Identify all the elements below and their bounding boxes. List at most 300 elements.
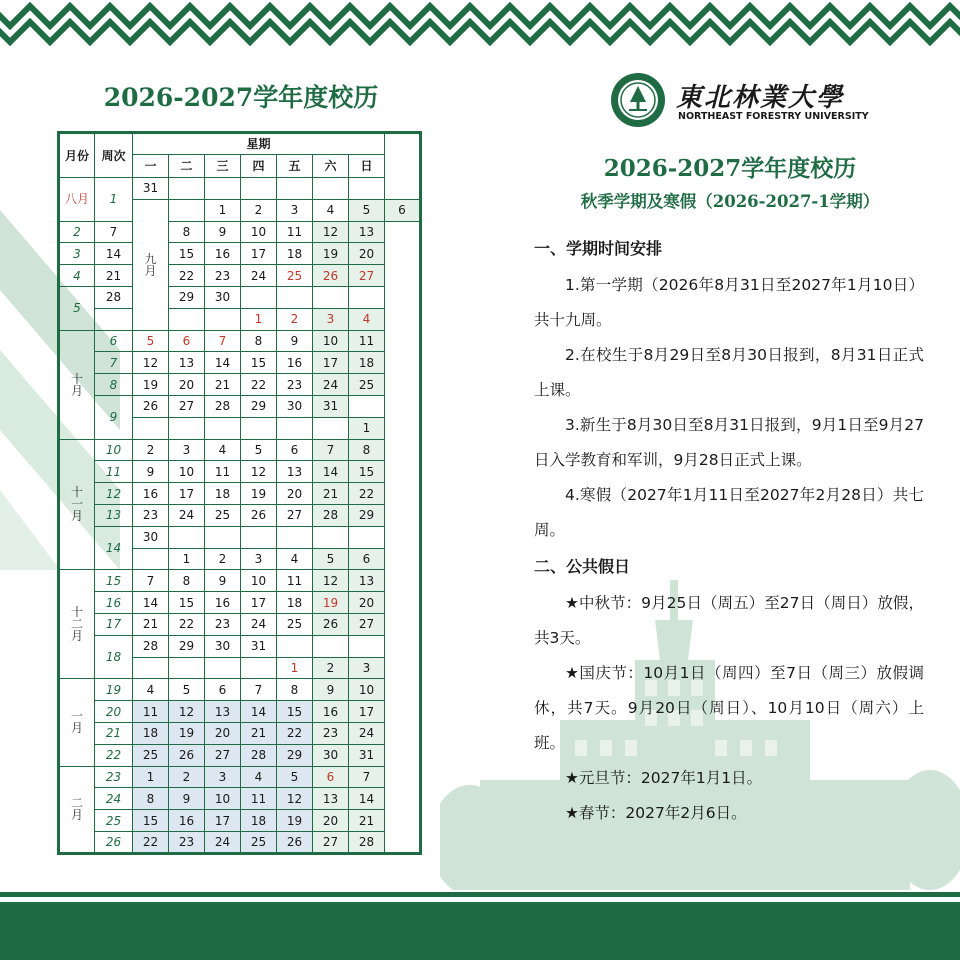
day-cell (277, 635, 313, 657)
day-cell: 14 (205, 352, 241, 374)
day-cell: 24 (349, 722, 385, 744)
day-cell: 6 (385, 199, 421, 221)
day-cell: 8 (133, 788, 169, 810)
day-cell: 7 (133, 570, 169, 592)
day-cell (277, 526, 313, 548)
day-cell: 29 (169, 635, 205, 657)
day-cell: 18 (277, 243, 313, 265)
day-cell (313, 417, 349, 439)
day-cell: 21 (133, 613, 169, 635)
schedule-item: 1.第一学期（2026年8月31日至2027年1月10日）共十九周。 (534, 276, 924, 329)
day-cell: 7 (349, 766, 385, 788)
day-cell: 17 (349, 701, 385, 723)
month-header: 月份 (59, 133, 95, 178)
calendar-row (59, 744, 421, 766)
holiday-item: ★春节：2027年2月6日。 (565, 804, 747, 822)
section-heading-schedule: 一、学期时间安排 (534, 239, 663, 258)
week-number: 15 (95, 570, 133, 592)
day-cell: 30 (133, 526, 169, 548)
day-cell: 16 (205, 243, 241, 265)
day-cell: 13 (349, 570, 385, 592)
weekday-label: 三 (205, 155, 241, 178)
day-cell: 14 (95, 243, 133, 265)
day-cell: 3 (277, 199, 313, 221)
day-cell: 5 (313, 548, 349, 570)
day-cell: 14 (241, 701, 277, 723)
day-cell: 9 (133, 461, 169, 483)
bottom-band (0, 902, 960, 960)
day-cell: 13 (349, 221, 385, 243)
day-cell: 3 (349, 657, 385, 679)
calendar-row (59, 504, 421, 526)
day-cell: 29 (241, 395, 277, 417)
day-cell: 4 (313, 199, 349, 221)
day-cell: 24 (241, 613, 277, 635)
day-cell: 2 (241, 199, 277, 221)
right-title: 2026-2027学年度校历 (603, 155, 857, 182)
day-cell: 7 (313, 439, 349, 461)
schedule-item: 2.在校生于8月29日至8月30日报到，8月31日正式上课。 (534, 346, 924, 399)
day-cell: 30 (205, 286, 241, 308)
week-number: 19 (95, 679, 133, 701)
week-number: 7 (95, 352, 133, 374)
day-cell: 21 (205, 374, 241, 396)
day-cell: 13 (277, 461, 313, 483)
day-cell: 7 (241, 679, 277, 701)
week-number: 22 (95, 744, 133, 766)
week-number: 10 (95, 439, 133, 461)
day-cell: 22 (277, 722, 313, 744)
university-name-cn: 東北林業大學 (676, 83, 845, 113)
day-cell: 18 (241, 810, 277, 832)
day-cell: 3 (205, 766, 241, 788)
day-cell: 23 (277, 374, 313, 396)
day-cell: 5 (133, 330, 169, 352)
calendar-row (59, 439, 421, 461)
calendar-row (59, 810, 421, 832)
day-cell (169, 178, 205, 200)
week-number: 20 (95, 701, 133, 723)
day-cell: 3 (313, 308, 349, 330)
month-label: 一月 (59, 679, 95, 766)
day-cell: 9 (277, 330, 313, 352)
day-cell: 5 (349, 199, 385, 221)
week-number: 6 (95, 330, 133, 352)
day-cell: 30 (313, 744, 349, 766)
week-number: 26 (95, 831, 133, 853)
day-cell: 30 (205, 635, 241, 657)
month-label: 二月 (59, 766, 95, 853)
day-cell: 29 (277, 744, 313, 766)
university-name-en: NORTHEAST FORESTRY UNIVERSITY (678, 111, 869, 122)
day-cell: 12 (313, 570, 349, 592)
day-cell: 25 (133, 744, 169, 766)
day-cell: 26 (169, 744, 205, 766)
week-number: 3 (59, 243, 95, 265)
week-number: 25 (95, 810, 133, 832)
day-cell: 14 (349, 788, 385, 810)
weekday-label: 四 (241, 155, 277, 178)
week-number: 5 (59, 286, 95, 330)
calendar-row (59, 461, 421, 483)
holiday-item: ★元旦节：2027年1月1日。 (565, 769, 763, 787)
calendar-row (59, 570, 421, 592)
week-header: 周次 (95, 133, 133, 178)
day-cell: 24 (205, 831, 241, 853)
week-number: 18 (95, 635, 133, 679)
day-cell (349, 286, 385, 308)
day-cell (205, 526, 241, 548)
day-cell: 3 (169, 439, 205, 461)
day-cell: 9 (169, 788, 205, 810)
schedule-item: 4.寒假（2027年1月11日至2027年2月28日）共七周。 (534, 486, 924, 539)
day-cell: 20 (349, 592, 385, 614)
day-cell: 14 (313, 461, 349, 483)
day-cell (133, 657, 169, 679)
day-cell: 8 (169, 570, 205, 592)
day-cell: 25 (277, 265, 313, 287)
day-cell: 7 (205, 330, 241, 352)
day-cell: 19 (169, 722, 205, 744)
day-cell: 22 (169, 613, 205, 635)
day-cell: 19 (241, 483, 277, 505)
calendar-row (59, 701, 421, 723)
day-cell: 11 (277, 221, 313, 243)
day-cell: 20 (169, 374, 205, 396)
day-cell: 18 (133, 722, 169, 744)
day-cell: 10 (205, 788, 241, 810)
day-cell: 26 (241, 504, 277, 526)
day-cell: 16 (133, 483, 169, 505)
calendar-row (59, 679, 421, 701)
day-cell: 20 (277, 483, 313, 505)
day-cell (241, 526, 277, 548)
day-cell: 18 (277, 592, 313, 614)
day-cell: 17 (241, 243, 277, 265)
calendar-row (59, 395, 421, 417)
day-cell: 16 (277, 352, 313, 374)
day-cell (205, 178, 241, 200)
zigzag-border (0, 0, 960, 50)
month-label: 八月 (59, 178, 95, 222)
bottom-line (0, 892, 960, 897)
day-cell: 15 (277, 701, 313, 723)
month-label: 十月 (59, 330, 95, 439)
calendar-row (59, 374, 421, 396)
day-cell (241, 657, 277, 679)
calendar-row (59, 308, 421, 330)
day-cell: 20 (313, 810, 349, 832)
weekday-label: 五 (277, 155, 313, 178)
day-cell (277, 178, 313, 200)
calendar-row (59, 635, 421, 657)
day-cell: 1 (277, 657, 313, 679)
day-cell: 21 (313, 483, 349, 505)
day-cell (313, 286, 349, 308)
day-cell: 16 (313, 701, 349, 723)
day-cell: 11 (241, 788, 277, 810)
day-cell: 10 (169, 461, 205, 483)
day-cell: 27 (349, 613, 385, 635)
day-cell: 10 (349, 679, 385, 701)
holiday-item: ★国庆节：10月1日（周四）至7日（周三）放假调休，共7天。9月20日（周日）、10月10日（周六）上班。 (534, 664, 924, 752)
week-number: 23 (95, 766, 133, 788)
day-cell (313, 526, 349, 548)
day-cell: 27 (205, 744, 241, 766)
calendar-row (59, 243, 421, 265)
day-cell: 17 (205, 810, 241, 832)
calendar-row (59, 352, 421, 374)
day-cell: 17 (313, 352, 349, 374)
calendar-row (59, 766, 421, 788)
weekday-label: 一 (133, 155, 169, 178)
schedule-content (534, 230, 924, 831)
day-cell: 11 (349, 330, 385, 352)
day-cell: 13 (313, 788, 349, 810)
day-cell: 31 (133, 178, 169, 200)
day-cell: 26 (133, 395, 169, 417)
day-cell: 26 (277, 831, 313, 853)
day-cell (277, 417, 313, 439)
day-cell: 1 (133, 766, 169, 788)
day-cell: 4 (277, 548, 313, 570)
day-cell: 12 (313, 221, 349, 243)
day-cell (313, 635, 349, 657)
week-number: 12 (95, 483, 133, 505)
day-cell (133, 417, 169, 439)
day-cell: 5 (277, 766, 313, 788)
day-cell: 28 (349, 831, 385, 853)
day-cell (95, 308, 133, 330)
schedule-item: 3.新生于8月30日至8月31日报到，9月1日至9月27日入学教育和军训，9月28日正式上课。 (534, 416, 924, 469)
calendar-row (59, 592, 421, 614)
week-number: 16 (95, 592, 133, 614)
week-number: 2 (59, 221, 95, 243)
day-cell: 4 (205, 439, 241, 461)
day-cell: 8 (277, 679, 313, 701)
day-cell: 6 (277, 439, 313, 461)
day-cell: 29 (169, 286, 205, 308)
week-number: 13 (95, 504, 133, 526)
day-cell: 6 (205, 679, 241, 701)
day-cell: 25 (349, 374, 385, 396)
day-cell: 24 (241, 265, 277, 287)
day-cell: 16 (205, 592, 241, 614)
day-cell: 23 (169, 831, 205, 853)
day-cell (349, 178, 385, 200)
day-cell: 23 (133, 504, 169, 526)
day-cell: 9 (313, 679, 349, 701)
day-cell: 24 (313, 374, 349, 396)
calendar-row (59, 221, 421, 243)
day-cell (205, 657, 241, 679)
calendar-row (59, 831, 421, 853)
day-cell: 8 (241, 330, 277, 352)
day-cell: 15 (241, 352, 277, 374)
day-cell (349, 395, 385, 417)
day-cell: 2 (169, 766, 205, 788)
day-cell: 22 (133, 831, 169, 853)
day-cell (169, 417, 205, 439)
day-cell: 21 (349, 810, 385, 832)
day-cell: 1 (205, 199, 241, 221)
day-cell: 20 (205, 722, 241, 744)
day-cell (241, 417, 277, 439)
day-cell: 13 (169, 352, 205, 374)
week-number: 14 (95, 526, 133, 570)
weekday-header: 星期 (133, 133, 385, 155)
calendar-row (59, 722, 421, 744)
day-cell: 30 (277, 395, 313, 417)
day-cell: 2 (133, 439, 169, 461)
day-cell: 25 (241, 831, 277, 853)
day-cell (169, 308, 205, 330)
day-cell: 15 (349, 461, 385, 483)
day-cell: 1 (169, 548, 205, 570)
day-cell: 2 (277, 308, 313, 330)
calendar-row (59, 286, 421, 308)
day-cell: 8 (169, 221, 205, 243)
day-cell: 27 (169, 395, 205, 417)
holiday-item: ★中秋节：9月25日（周五）至27日（周日）放假，共3天。 (534, 594, 924, 647)
day-cell: 28 (313, 504, 349, 526)
day-cell: 27 (349, 265, 385, 287)
day-cell: 15 (133, 810, 169, 832)
day-cell (205, 417, 241, 439)
week-number: 11 (95, 461, 133, 483)
day-cell (241, 286, 277, 308)
day-cell: 23 (313, 722, 349, 744)
day-cell: 7 (95, 221, 133, 243)
day-cell: 20 (349, 243, 385, 265)
day-cell: 9 (205, 570, 241, 592)
day-cell: 5 (169, 679, 205, 701)
weekday-label: 二 (169, 155, 205, 178)
day-cell: 26 (313, 613, 349, 635)
day-cell: 28 (205, 395, 241, 417)
day-cell: 22 (349, 483, 385, 505)
day-cell: 14 (133, 592, 169, 614)
day-cell (277, 286, 313, 308)
day-cell: 4 (241, 766, 277, 788)
section-heading-holidays: 二、公共假日 (534, 557, 631, 576)
weekday-label: 日 (349, 155, 385, 178)
day-cell: 5 (241, 439, 277, 461)
day-cell: 31 (349, 744, 385, 766)
day-cell: 21 (241, 722, 277, 744)
day-cell: 18 (205, 483, 241, 505)
day-cell (169, 526, 205, 548)
week-number: 21 (95, 722, 133, 744)
calendar-row (59, 265, 421, 287)
day-cell: 19 (313, 592, 349, 614)
week-number: 9 (95, 395, 133, 439)
day-cell: 21 (95, 265, 133, 287)
day-cell: 19 (277, 810, 313, 832)
university-logo-icon (610, 72, 666, 128)
day-cell: 11 (277, 570, 313, 592)
day-cell (241, 178, 277, 200)
day-cell: 2 (313, 657, 349, 679)
day-cell: 27 (277, 504, 313, 526)
calendar-row (59, 483, 421, 505)
day-cell: 31 (313, 395, 349, 417)
day-cell (349, 526, 385, 548)
day-cell (133, 548, 169, 570)
day-cell: 12 (241, 461, 277, 483)
calendar-table (57, 131, 422, 855)
weekday-label: 六 (313, 155, 349, 178)
day-cell: 4 (349, 308, 385, 330)
day-cell: 2 (205, 548, 241, 570)
day-cell: 6 (313, 766, 349, 788)
day-cell: 11 (205, 461, 241, 483)
calendar-row (59, 330, 421, 352)
day-cell: 12 (169, 701, 205, 723)
day-cell: 24 (169, 504, 205, 526)
day-cell: 6 (349, 548, 385, 570)
day-cell: 10 (241, 570, 277, 592)
day-cell (205, 308, 241, 330)
day-cell: 18 (349, 352, 385, 374)
day-cell: 9 (205, 221, 241, 243)
calendar-row (59, 613, 421, 635)
day-cell: 22 (241, 374, 277, 396)
day-cell: 15 (169, 592, 205, 614)
day-cell: 17 (169, 483, 205, 505)
day-cell: 19 (133, 374, 169, 396)
day-cell: 12 (133, 352, 169, 374)
day-cell: 13 (205, 701, 241, 723)
day-cell (349, 635, 385, 657)
day-cell: 10 (241, 221, 277, 243)
week-number: 24 (95, 788, 133, 810)
day-cell: 28 (133, 635, 169, 657)
day-cell: 17 (241, 592, 277, 614)
month-label: 十一月 (59, 439, 95, 570)
day-cell: 10 (313, 330, 349, 352)
day-cell: 23 (205, 265, 241, 287)
day-cell: 28 (95, 286, 133, 308)
day-cell: 23 (205, 613, 241, 635)
month-label: 九月 (133, 199, 169, 330)
day-cell: 26 (313, 265, 349, 287)
day-cell: 11 (133, 701, 169, 723)
week-number: 1 (95, 178, 133, 222)
day-cell: 3 (241, 548, 277, 570)
day-cell: 25 (205, 504, 241, 526)
week-number: 8 (95, 374, 133, 396)
day-cell: 15 (169, 243, 205, 265)
right-subtitle: 秋季学期及寒假（2026-2027-1学期） (580, 192, 880, 211)
calendar-row (59, 526, 421, 548)
calendar-title: 2026-2027学年度校历 (103, 83, 379, 112)
month-label: 十二月 (59, 570, 95, 679)
day-cell: 1 (241, 308, 277, 330)
calendar-row (59, 788, 421, 810)
day-cell (169, 199, 205, 221)
day-cell: 16 (169, 810, 205, 832)
day-cell: 22 (169, 265, 205, 287)
day-cell: 27 (313, 831, 349, 853)
day-cell: 6 (169, 330, 205, 352)
week-number: 4 (59, 265, 95, 287)
day-cell: 28 (241, 744, 277, 766)
day-cell: 29 (349, 504, 385, 526)
day-cell: 4 (133, 679, 169, 701)
week-number: 17 (95, 613, 133, 635)
day-cell: 1 (349, 417, 385, 439)
